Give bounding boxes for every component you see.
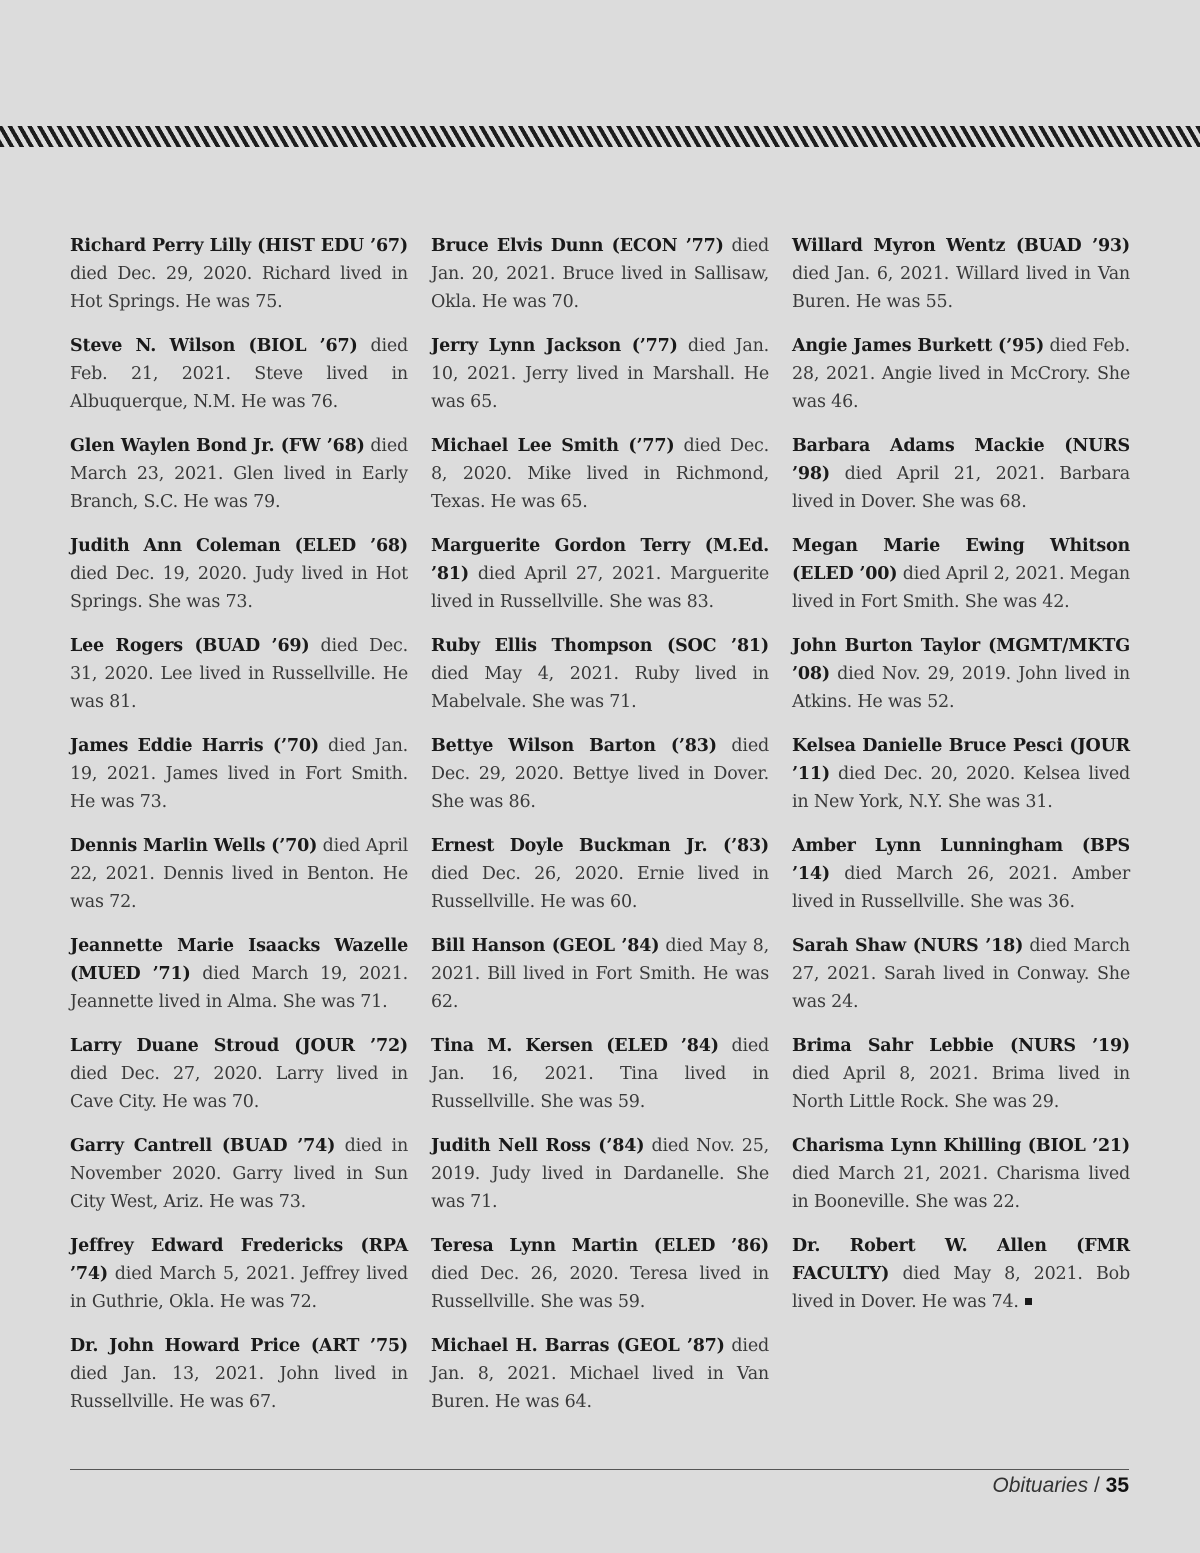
obituary-name: Glen Waylen Bond Jr. (FW ’68) [70, 436, 365, 456]
obituary-entry [431, 1132, 769, 1216]
obituary-entry [70, 1232, 408, 1316]
obituary-text: died Jan. 10, 2021. Jerry lived in Marshall. He was 65. [431, 336, 770, 412]
obituary-entry [431, 1032, 769, 1116]
obituary-entry [431, 332, 769, 416]
obituary-text: died Jan. 8, 2021. Michael lived in Van Buren. He was 64. [431, 1336, 769, 1412]
obituary-name: Ruby Ellis Thompson (SOC ’81) [431, 636, 769, 656]
obituary-entry [431, 432, 769, 516]
obituary-text: died Jan. 19, 2021. James lived in Fort Smith. He was 73. [70, 736, 408, 812]
obituary-entry [431, 1232, 769, 1316]
obituary-name: Amber Lynn Lunningham (BPS ’14) [792, 836, 1130, 884]
obituary-name: Jerry Lynn Jackson (’77) [431, 336, 678, 356]
obituary-name: Bruce Elvis Dunn (ECON ’77) [431, 236, 724, 256]
page-number: 35 [1105, 1474, 1129, 1497]
obituary-entry [431, 1332, 769, 1416]
obituary-name: Megan Marie Ewing Whitson (ELED ’00) [792, 536, 1130, 584]
obituary-entry [792, 432, 1130, 516]
obituary-entry [70, 1132, 408, 1216]
obituary-name: Willard Myron Wentz (BUAD ’93) [792, 236, 1130, 256]
obituary-entry [70, 1332, 408, 1416]
obituary-text: died Dec. 8, 2020. Mike lived in Richmond, Texas. He was 65. [431, 436, 769, 512]
obituary-text: died Dec. 29, 2020. Richard lived in Hot Springs. He was 75. [70, 264, 408, 312]
obituary-name: James Eddie Harris (’70) [70, 736, 319, 756]
page-footer [992, 1474, 1129, 1498]
footer-separator: / [1093, 1474, 1100, 1497]
obituary-text: died Nov. 29, 2019. John lived in Atkins. He was 52. [792, 664, 1130, 712]
obituary-text: died April 2, 2021. Megan lived in Fort Smith. She was 42. [792, 564, 1130, 612]
obituary-text: died in November 2020. Garry lived in Sun City West, Ariz. He was 73. [70, 1136, 409, 1212]
obituary-entry [792, 232, 1130, 316]
obituary-entry [70, 332, 408, 416]
obituary-name: Dr. Robert W. Allen (FMR FACULTY) [792, 1236, 1130, 1284]
obituary-text: died Dec. 31, 2020. Lee lived in Russellville. He was 81. [70, 636, 408, 712]
obituary-entry [70, 232, 408, 316]
obituary-name: Jeannette Marie Isaacks Wazelle (MUED ’71) [70, 936, 408, 984]
obituary-text: died May 4, 2021. Ruby lived in Mabelvale. She was 71. [431, 664, 769, 712]
end-mark-icon [1025, 1298, 1032, 1305]
obituary-text: died Nov. 25, 2019. Judy lived in Dardanelle. She was 71. [431, 1136, 769, 1212]
obituary-name: Judith Nell Ross (’84) [431, 1136, 645, 1156]
obituary-text: died May 8, 2021. Bob lived in Dover. He was 74. [792, 1264, 1130, 1312]
obituary-entry [70, 632, 408, 716]
obituary-text: died April 8, 2021. Brima lived in North Little Rock. She was 29. [792, 1064, 1130, 1112]
obituary-name: Dennis Marlin Wells (’70) [70, 836, 318, 856]
obituary-name: Michael H. Barras (GEOL ’87) [431, 1336, 725, 1356]
obituary-text: died Jan. 13, 2021. John lived in Russellville. He was 67. [70, 1364, 408, 1412]
obituary-text: died March 5, 2021. Jeffrey lived in Guthrie, Okla. He was 72. [70, 1264, 408, 1312]
obituary-entry [792, 832, 1130, 916]
obituary-entry [70, 732, 408, 816]
obituary-entry [792, 932, 1130, 1016]
obituary-entry [792, 1132, 1130, 1216]
obituary-entry [792, 532, 1130, 616]
obituary-entry [70, 932, 408, 1016]
obituary-column-3 [792, 232, 1130, 1332]
obituary-text: died Jan. 6, 2021. Willard lived in Van Buren. He was 55. [792, 264, 1130, 312]
obituary-text: died April 22, 2021. Dennis lived in Benton. He was 72. [70, 836, 409, 912]
obituary-entry [70, 432, 408, 516]
obituary-text: died April 21, 2021. Barbara lived in Dover. She was 68. [792, 464, 1130, 512]
obituary-text: died Dec. 20, 2020. Kelsea lived in New York, N.Y. She was 31. [792, 764, 1130, 812]
obituary-name: Barbara Adams Mackie (NURS ’98) [792, 436, 1130, 484]
obituary-text: died Jan. 16, 2021. Tina lived in Russellville. She was 59. [431, 1036, 769, 1112]
obituary-name: Richard Perry Lilly (HIST EDU ’67) [70, 236, 408, 256]
obituary-name: Tina M. Kersen (ELED ’84) [431, 1036, 719, 1056]
obituary-text: died Dec. 27, 2020. Larry lived in Cave City. He was 70. [70, 1064, 408, 1112]
header-stripe-divider [0, 126, 1200, 147]
obituary-name: Larry Duane Stroud (JOUR ’72) [70, 1036, 408, 1056]
obituary-name: Judith Ann Coleman (ELED ’68) [70, 536, 408, 556]
obituary-entry [792, 1232, 1130, 1316]
section-title: Obituaries [992, 1474, 1089, 1497]
obituary-text: died April 27, 2021. Marguerite lived in Russellville. She was 83. [431, 564, 769, 612]
obituary-text: died March 23, 2021. Glen lived in Early Branch, S.C. He was 79. [70, 436, 408, 512]
obituary-entry [792, 1032, 1130, 1116]
footer-rule [70, 1469, 1129, 1470]
obituary-name: Michael Lee Smith (’77) [431, 436, 675, 456]
obituary-entry [70, 832, 408, 916]
obituary-name: Charisma Lynn Khilling (BIOL ’21) [792, 1136, 1130, 1156]
obituary-name: Marguerite Gordon Terry (M.Ed. ’81) [431, 536, 769, 584]
obituary-entry [431, 532, 769, 616]
obituary-text: died Jan. 20, 2021. Bruce lived in Sallisaw, Okla. He was 70. [431, 236, 769, 312]
obituary-entry [431, 732, 769, 816]
obituary-entry [792, 332, 1130, 416]
obituary-name: Brima Sahr Lebbie (NURS ’19) [792, 1036, 1130, 1056]
obituary-name: Sarah Shaw (NURS ’18) [792, 936, 1024, 956]
obituary-name: Garry Cantrell (BUAD ’74) [70, 1136, 336, 1156]
obituary-name: Ernest Doyle Buckman Jr. (’83) [431, 836, 769, 856]
obituary-text: died Feb. 28, 2021. Angie lived in McCrory. She was 46. [792, 336, 1131, 412]
obituary-name: Steve N. Wilson (BIOL ’67) [70, 336, 358, 356]
obituary-name: Angie James Burkett (’95) [792, 336, 1045, 356]
obituary-name: Jeffrey Edward Fredericks (RPA ’74) [70, 1236, 408, 1284]
obituary-name: John Burton Taylor (MGMT/MKTG ’08) [792, 636, 1130, 684]
obituary-entry [431, 932, 769, 1016]
obituary-text: died Dec. 26, 2020. Ernie lived in Russellville. He was 60. [431, 864, 769, 912]
obituary-text: died Dec. 19, 2020. Judy lived in Hot Springs. She was 73. [70, 564, 408, 612]
obituary-text: died Dec. 29, 2020. Bettye lived in Dover. She was 86. [431, 736, 769, 812]
obituary-name: Dr. John Howard Price (ART ’75) [70, 1336, 408, 1356]
obituary-column-2 [431, 232, 769, 1432]
obituary-name: Bettye Wilson Barton (’83) [431, 736, 717, 756]
obituary-text: died Dec. 26, 2020. Teresa lived in Russellville. She was 59. [431, 1264, 769, 1312]
obituary-name: Teresa Lynn Martin (ELED ’86) [431, 1236, 769, 1256]
obituary-text: died March 27, 2021. Sarah lived in Conway. She was 24. [792, 936, 1131, 1012]
obituary-entry [431, 232, 769, 316]
obituary-name: Bill Hanson (GEOL ’84) [431, 936, 660, 956]
obituary-entry [792, 632, 1130, 716]
obituary-text: died March 26, 2021. Amber lived in Russellville. She was 36. [792, 864, 1130, 912]
obituary-text: died Feb. 21, 2021. Steve lived in Albuquerque, N.M. He was 76. [70, 336, 408, 412]
obituary-entry [431, 832, 769, 916]
obituary-entry [70, 532, 408, 616]
obituary-name: Kelsea Danielle Bruce Pesci (JOUR ’11) [792, 736, 1130, 784]
obituary-column-1 [70, 232, 408, 1432]
obituary-text: died May 8, 2021. Bill lived in Fort Smith. He was 62. [431, 936, 769, 1012]
obituary-entry [431, 632, 769, 716]
obituary-text: died March 19, 2021. Jeannette lived in Alma. She was 71. [70, 964, 408, 1012]
obituary-entry [70, 1032, 408, 1116]
obituary-name: Lee Rogers (BUAD ’69) [70, 636, 310, 656]
obituary-entry [792, 732, 1130, 816]
obituary-text: died March 21, 2021. Charisma lived in Booneville. She was 22. [792, 1164, 1130, 1212]
